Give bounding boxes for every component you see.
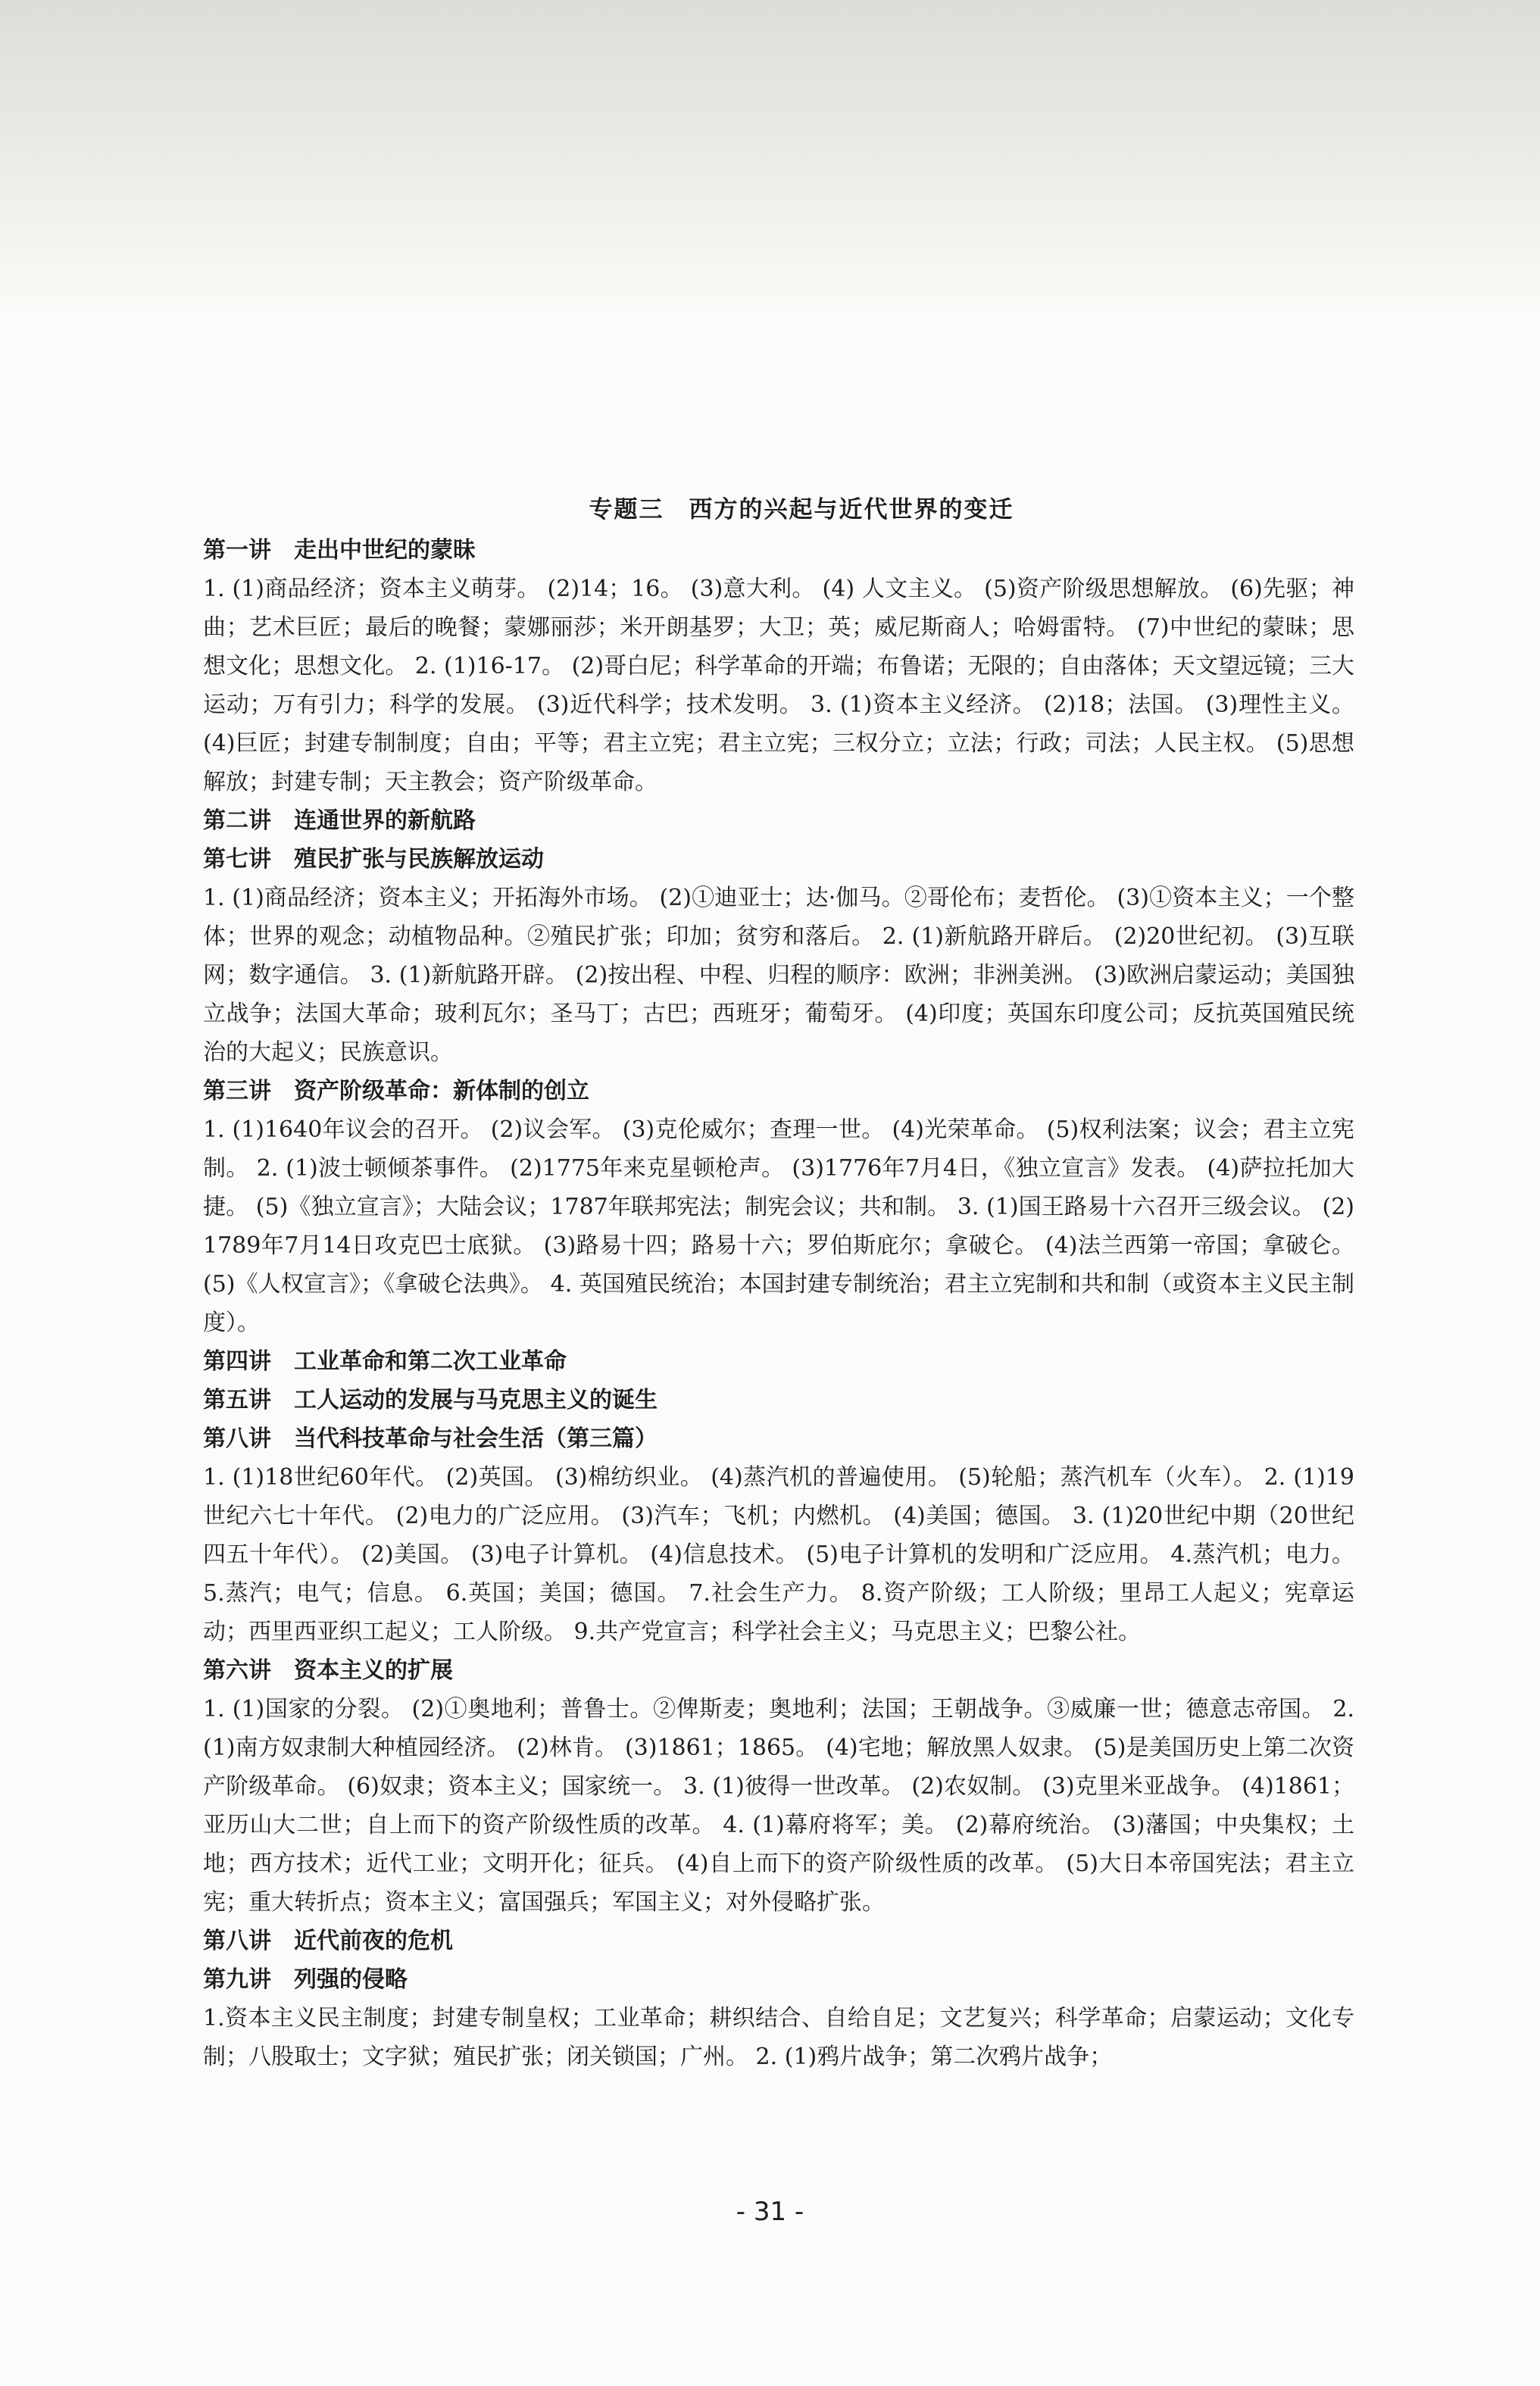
section-heading: 第二讲 连通世界的新航路 — [203, 807, 476, 834]
page-title: 专题三 西方的兴起与近代世界的变迁 — [589, 496, 1014, 523]
answer-paragraph: 1.资本主义民主制度；封建专制皇权；工业革命；耕织结合、自给自足；文艺复兴；科学革命；启蒙运动；文化专制；八股取士；文字狱；殖民扩张；闭关锁国；广州。 2. (1)鸦片战争；第二次鸦片战争； — [203, 2005, 1354, 2070]
content-blocks — [203, 531, 1354, 2076]
section-heading: 第八讲 近代前夜的危机 — [203, 1928, 453, 1954]
answer-paragraph: 1. (1)国家的分裂。 (2)①奥地利；普鲁士。②俾斯麦；奥地利；法国；王朝战争。③威廉一世；德意志帝国。 2. (1)南方奴隶制大种植园经济。 (2)林肯。 (3)1861；1865。 (4)宅地；解放黑人奴隶。 (5)是美国历史上第二次资产阶级革命。 (6)奴隶；资本主义；国家统一。 3. (1)彼得一世改革。 (2)农奴制。 (3)克里米亚战争。 (4)1861；亚历山大二世；自上而下的资产阶级性质的改革。 4. (1)幕府将军；美。 (2)幕府统治。 (3)藩国；中央集权；土地；西方技术；近代工业；文明开化；征兵。 (4)自上而下的资产阶级性质的改革。 (5)大日本帝国宪法；君主立宪；重大转折点；资本主义；富国强兵；军国主义；对外侵略扩张。 — [203, 1696, 1354, 1916]
section-heading: 第九讲 列强的侵略 — [203, 1966, 408, 1993]
section-heading: 第八讲 当代科技革命与社会生活（第三篇） — [203, 1426, 658, 1452]
section-heading: 第五讲 工人运动的发展与马克思主义的诞生 — [203, 1387, 658, 1413]
section-heading: 第三讲 资产阶级革命：新体制的创立 — [203, 1078, 589, 1104]
answer-paragraph: 1. (1)1640年议会的召开。 (2)议会军。 (3)克伦威尔；查理一世。 (4)光荣革命。 (5)权利法案；议会；君主立宪制。 2. (1)波士顿倾茶事件。 (2)1775年来克星顿枪声。 (3)1776年7月4日，《独立宣言》发表。 (4)萨拉托加大捷。 (5)《独立宣言》；大陆会议；1787年联邦宪法；制宪会议；共和制。 3. (1)国王路易十六召开三级会议。 (2)1789年7月14日攻克巴士底狱。 (3)路易十四；路易十六；罗伯斯庇尔；拿破仑。 (4)法兰西第一帝国；拿破仑。 (5)《人权宣言》；《拿破仑法典》。 4. 英国殖民统治；本国封建专制统治；君主立宪制和共和制（或资本主义民主制度）。 — [203, 1116, 1354, 1336]
top-blurred-area — [0, 0, 1540, 318]
page-number: - 31 - — [736, 2197, 804, 2227]
answer-paragraph: 1. (1)商品经济；资本主义；开拓海外市场。 (2)①迪亚士；达·伽马。②哥伦布；麦哲伦。 (3)①资本主义；一个整体；世界的观念；动植物品种。②殖民扩张；印加；贫穷和落后。 2. (1)新航路开辟后。 (2)20世纪初。 (3)互联网；数字通信。 3. (1)新航路开辟。 (2)按出程、中程、归程的顺序：欧洲；非洲美洲。 (3)欧洲启蒙运动；美国独立战争；法国大革命；玻利瓦尔；圣马丁；古巴；西班牙；葡萄牙。 (4)印度；英国东印度公司；反抗英国殖民统治的大起义；民族意识。 — [203, 885, 1354, 1066]
answer-paragraph: 1. (1)商品经济；资本主义萌芽。 (2)14；16。 (3)意大利。 (4) 人文主义。 (5)资产阶级思想解放。 (6)先驱；神曲；艺术巨匠；最后的晚餐；蒙娜丽莎；米开朗基罗；大卫；英；威尼斯商人；哈姆雷特。 (7)中世纪的蒙昧；思想文化；思想文化。 2. (1)16-17。 (2)哥白尼；科学革命的开端；布鲁诺；无限的；自由落体；天文望远镜；三大运动；万有引力；科学的发展。 (3)近代科学；技术发明。 3. (1)资本主义经济。 (2)18；法国。 (3)理性主义。 (4)巨匠；封建专制制度；自由；平等；君主立宪；君主立宪；三权分立；立法；行政；司法；人民主权。 (5)思想解放；封建专制；天主教会；资产阶级革命。 — [203, 576, 1354, 795]
section-heading: 第七讲 殖民扩张与民族解放运动 — [203, 846, 544, 873]
answer-content — [203, 491, 1354, 2076]
section-heading: 第六讲 资本主义的扩展 — [203, 1657, 453, 1684]
section-heading: 第四讲 工业革命和第二次工业革命 — [203, 1348, 567, 1375]
answer-paragraph: 1. (1)18世纪60年代。 (2)英国。 (3)棉纺织业。 (4)蒸汽机的普遍使用。 (5)轮船；蒸汽机车（火车）。 2. (1)19世纪六七十年代。 (2)电力的广泛应用。 (3)汽车；飞机；内燃机。 (4)美国；德国。 3. (1)20世纪中期（20世纪四五十年代）。 (2)美国。 (3)电子计算机。 (4)信息技术。 (5)电子计算机的发明和广泛应用。 4.蒸汽机；电力。 5.蒸汽；电气；信息。 6.英国；美国；德国。 7.社会生产力。 8.资产阶级；工人阶级；里昂工人起义；宪章运动；西里西亚织工起义；工人阶级。 9.共产党宣言；科学社会主义；马克思主义；巴黎公社。 — [203, 1464, 1354, 1645]
section-heading: 第一讲 走出中世纪的蒙昧 — [203, 537, 476, 564]
